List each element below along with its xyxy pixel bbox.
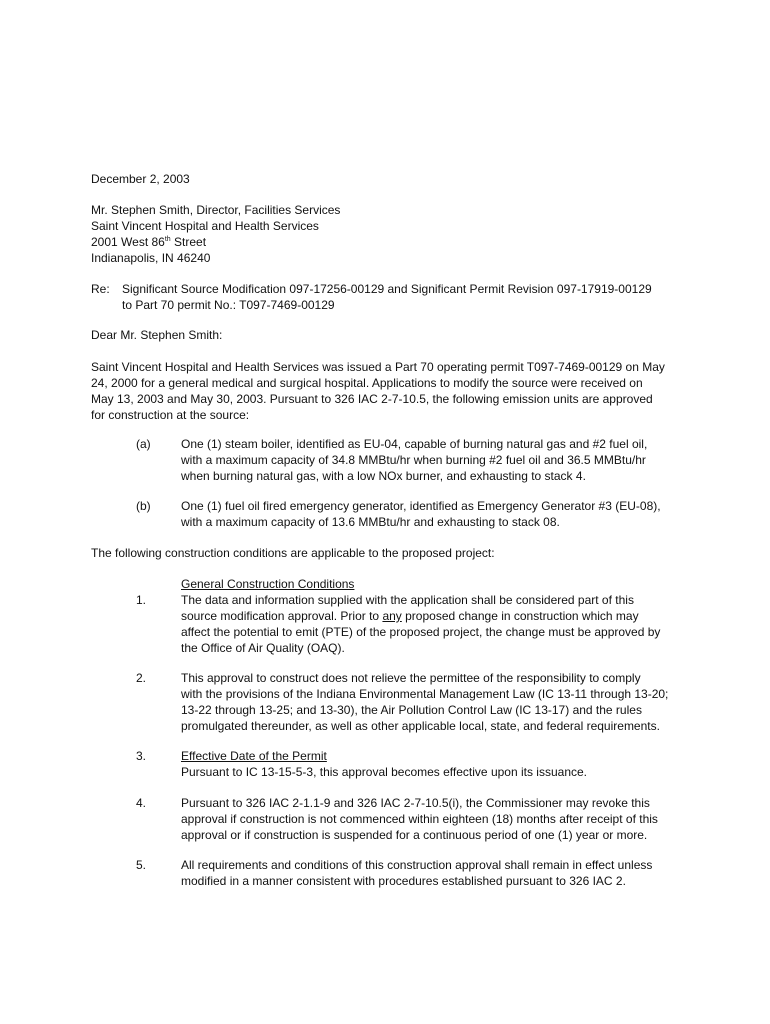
unit-b-text: [181, 498, 661, 530]
conditions-intro: The following construction conditions are applicable to the proposed project:: [91, 546, 495, 560]
subject-line-2: to Part 70 permit No.: T097-7469-00129: [122, 298, 335, 312]
recipient-city: Indianapolis, IN 46240: [91, 251, 211, 265]
condition-line: [181, 608, 660, 624]
unit-line: when burning natural gas, with a low NOx burner, and exhausting to stack 4.: [181, 469, 586, 483]
unit-line: One (1) fuel oil fired emergency generator, identified as Emergency Generator #3 (EU-08),: [181, 499, 661, 513]
condition-line: The data and information supplied with the application shall be considered part of this: [181, 593, 634, 607]
subject-line: [122, 281, 652, 313]
unit-a-label: (a): [136, 437, 151, 451]
recipient-name: Mr. Stephen Smith, Director, Facilities Services: [91, 203, 341, 217]
condition-2-number: 2.: [136, 671, 147, 685]
condition-line: Pursuant to IC 13-15-5-3, this approval becomes effective upon its issuance.: [181, 765, 588, 779]
condition-line: Pursuant to 326 IAC 2-1.1-9 and 326 IAC 2-7-10.5(i), the Commissioner may revoke this: [181, 796, 650, 810]
condition-line: approval or if construction is suspended for a continuous period of one (1) year or more.: [181, 828, 648, 842]
intro-line: for construction at the source:: [91, 408, 250, 422]
condition-2-text: [181, 670, 668, 734]
intro-line: May 13, 2003 and May 30, 2003. Pursuant to 326 IAC 2-7-10.5, the following emission units are approved: [91, 392, 653, 406]
condition-line: modified in a manner consistent with procedures established pursuant to 326 IAC 2.: [181, 874, 626, 888]
unit-line: One (1) steam boiler, identified as EU-04, capable of burning natural gas and #2 fuel oil,: [181, 437, 648, 451]
condition-3-number: 3.: [136, 749, 147, 763]
salutation: Dear Mr. Stephen Smith:: [91, 328, 223, 342]
condition-3-text: [181, 748, 587, 780]
condition-line: promulgated thereunder, as well as other applicable local, state, and federal requirements.: [181, 719, 660, 733]
condition-line: the Office of Air Quality (OAQ).: [181, 641, 345, 655]
street-suffix: Street: [170, 235, 207, 249]
condition-1-number: 1.: [136, 593, 147, 607]
intro-paragraph: [91, 359, 665, 423]
condition-3-heading: Effective Date of the Permit: [181, 749, 327, 763]
subject-line-1: Significant Source Modification 097-17256-00129 and Significant Permit Revision 097-17919-00129: [122, 282, 652, 296]
recipient-address: [91, 202, 340, 266]
street-number: 2001 West 86: [91, 235, 165, 249]
re-label: Re:: [91, 282, 110, 296]
condition-1-text: [181, 592, 660, 656]
intro-line: 24, 2000 for a general medical and surgical hospital. Applications to modify the source were received on: [91, 376, 643, 390]
condition-5-text: [181, 857, 652, 889]
condition-line: All requirements and conditions of this construction approval shall remain in effect unless: [181, 858, 653, 872]
conditions-heading: General Construction Conditions: [181, 577, 355, 591]
recipient-organization: Saint Vincent Hospital and Health Services: [91, 219, 319, 233]
street-ordinal: th: [164, 236, 171, 243]
unit-b-label: (b): [136, 499, 151, 513]
condition-text-fragment: source modification approval. Prior to: [181, 609, 383, 623]
condition-text-fragment: proposed change in construction which may: [401, 609, 639, 623]
condition-line: affect the potential to emit (PTE) of the proposed project, the change must be approved by: [181, 625, 661, 639]
condition-5-number: 5.: [136, 858, 147, 872]
condition-4-text: [181, 795, 658, 843]
condition-line: approval if construction is not commenced within eighteen (18) months after receipt of this: [181, 812, 658, 826]
recipient-street: [91, 234, 340, 250]
condition-line: This approval to construct does not relieve the permittee of the responsibility to comply: [181, 671, 641, 685]
condition-line: with the provisions of the Indiana Environmental Management Law (IC 13-11 through 13-20;: [181, 687, 669, 701]
emphasis-any: any: [382, 609, 402, 623]
intro-line: Saint Vincent Hospital and Health Services was issued a Part 70 operating permit T097-7469-00129 on May: [91, 360, 665, 374]
condition-line: 13-22 through 13-25; and 13-30), the Air Pollution Control Law (IC 13-17) and the rules: [181, 703, 642, 717]
condition-4-number: 4.: [136, 796, 147, 810]
letter-date: December 2, 2003: [91, 172, 190, 186]
unit-line: with a maximum capacity of 13.6 MMBtu/hr and exhausting to stack 08.: [181, 515, 560, 529]
unit-a-text: [181, 436, 647, 484]
unit-line: with a maximum capacity of 34.8 MMBtu/hr when burning #2 fuel oil and 36.5 MMBtu/hr: [181, 453, 646, 467]
